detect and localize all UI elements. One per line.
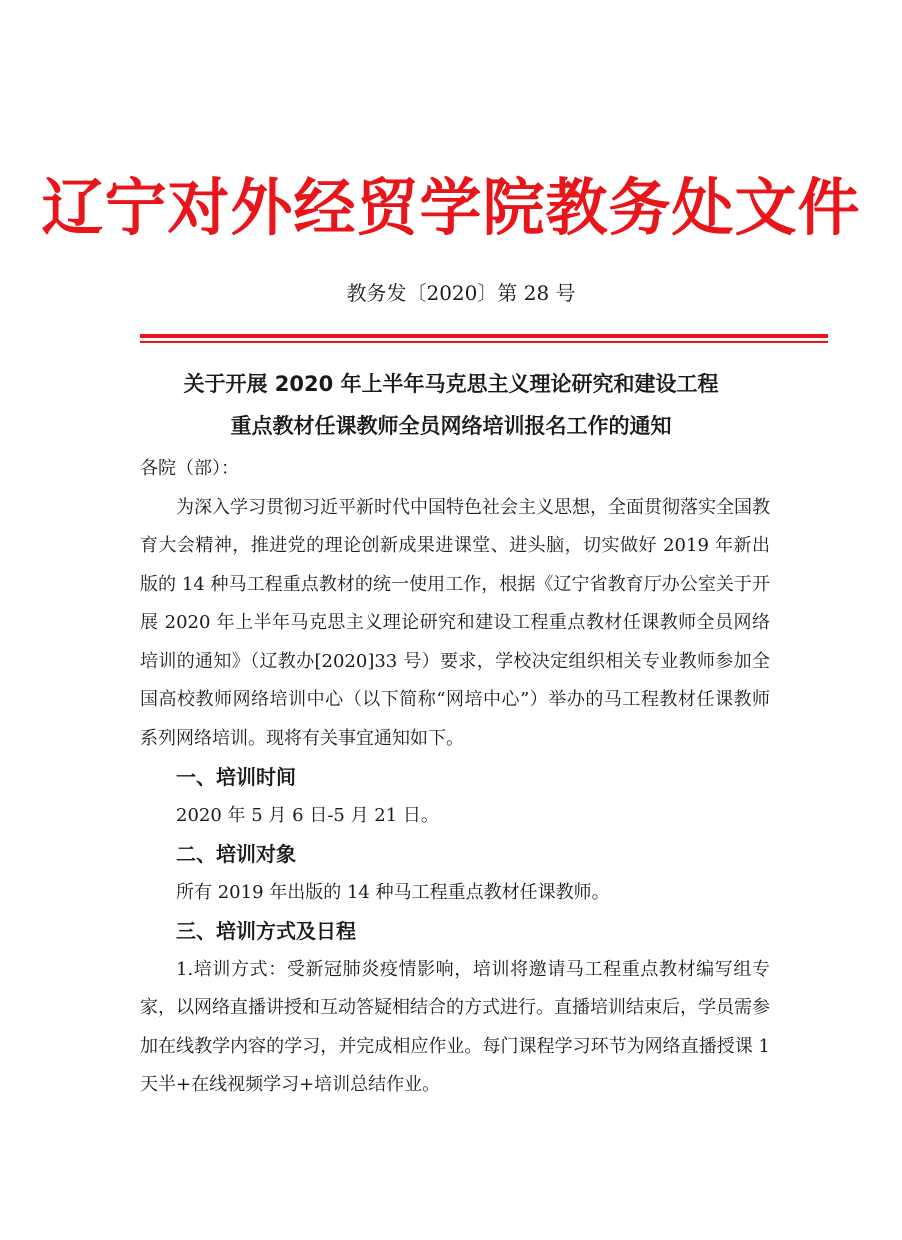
red-divider-thick (140, 334, 828, 338)
section-text-method: 1.培训方式：受新冠肺炎疫情影响，培训将邀请马工程重点教材编写组专家，以网络直播讲授和互动答疑相结合的方式进行。直播培训结束后，学员需参加在线教学内容的学习，并完成相应作业。每门课程学习环节为网络直播授课 1 天半+在线视频学习+培训总结作业。 (140, 958, 770, 1095)
notice-title-line-1: 关于开展 2020 年上半年马克思主义理论研究和建设工程 (183, 372, 719, 396)
document-number: 教务发〔2020〕第 28 号 (346, 281, 576, 305)
section-heading-time: 一、培训时间 (176, 765, 296, 789)
salutation: 各院（部）： (140, 458, 239, 479)
notice-body (140, 450, 770, 1105)
notice-title-line-2: 重点教材任课教师全员网络培训报名工作的通知 (230, 414, 672, 438)
section-text-time: 2020 年 5 月 6 日-5 月 21 日。 (176, 804, 439, 826)
section-heading-audience: 二、培训对象 (176, 842, 296, 866)
document-masthead: 辽宁对外经贸学院教务处文件 (41, 171, 861, 244)
intro-paragraph: 为深入学习贯彻习近平新时代中国特色社会主义思想，全面贯彻落实全国教育大会精神，推进党的理论创新成果进课堂、进头脑，切实做好 2019 年新出版的 14 种马工程重点教材的统一使用工作，根据《辽宁省教育厅办公室关于开展 2020 年上半年马克思主义理论研究和建设工程重点教材任课教师全员网络培训的通知》（辽教办[2020]33 号）要求，学校决定组织相关专业教师参加全国高校教师网络培训中心（以下简称“网培中心”）举办的马工程教材任课教师系列网络培训。现将有关事宜通知如下。 (140, 496, 770, 749)
red-divider-thin (140, 341, 828, 343)
section-text-audience: 所有 2019 年出版的 14 种马工程重点教材任课教师。 (176, 881, 610, 903)
section-heading-method: 三、培训方式及日程 (176, 919, 356, 943)
